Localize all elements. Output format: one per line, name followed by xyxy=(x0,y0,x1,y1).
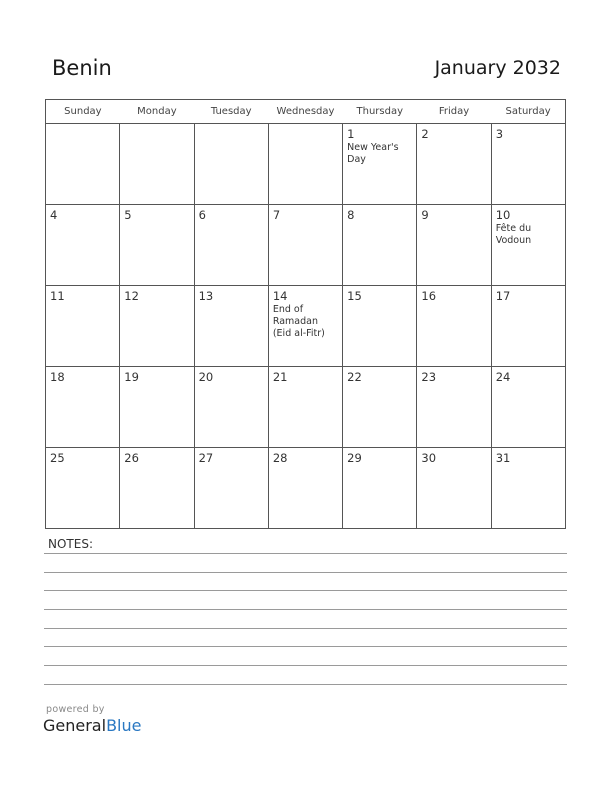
weekday-header: Monday xyxy=(120,100,194,124)
powered-by-text: powered by xyxy=(46,704,105,715)
day-cell xyxy=(46,286,120,367)
day-cell xyxy=(268,205,342,286)
day-number: 16 xyxy=(421,289,437,303)
holiday-label: End of Ramadan (Eid al-Fitr) xyxy=(272,304,325,339)
week-row xyxy=(46,367,566,448)
day-number: 2 xyxy=(421,127,429,141)
week-row xyxy=(46,286,566,367)
day-number: 23 xyxy=(421,370,437,384)
logo-blue: Blue xyxy=(106,716,142,735)
note-line xyxy=(44,572,567,573)
day-number: 11 xyxy=(50,289,65,303)
day-number: 15 xyxy=(347,289,362,303)
note-line xyxy=(44,684,567,685)
day-cell xyxy=(194,448,268,529)
day-cell xyxy=(46,124,120,205)
notes-label: NOTES: xyxy=(48,537,93,551)
day-cell xyxy=(491,286,565,367)
day-cell xyxy=(491,205,565,286)
day-cell xyxy=(343,367,417,448)
day-cell xyxy=(194,286,268,367)
day-number: 22 xyxy=(347,370,362,384)
weekday-header: Saturday xyxy=(491,100,565,124)
day-cell xyxy=(194,367,268,448)
weekday-header: Tuesday xyxy=(194,100,268,124)
week-row xyxy=(46,124,566,205)
day-number: 21 xyxy=(272,370,288,384)
weekday-header: Sunday xyxy=(46,100,120,124)
note-line xyxy=(44,665,567,666)
day-number: 7 xyxy=(272,208,281,222)
day-cell xyxy=(194,124,268,205)
generalblue-logo[interactable] xyxy=(43,716,141,735)
day-cell xyxy=(194,205,268,286)
day-cell xyxy=(491,448,565,529)
note-line xyxy=(44,646,567,647)
day-number: 26 xyxy=(124,451,139,465)
day-cell xyxy=(343,286,417,367)
day-number: 9 xyxy=(421,208,429,222)
day-number: 4 xyxy=(50,208,58,222)
day-number: 27 xyxy=(198,451,214,465)
day-cell xyxy=(417,367,491,448)
holiday-label: Fête du Vodoun xyxy=(495,223,532,246)
weekday-header: Friday xyxy=(417,100,491,124)
day-number: 14 xyxy=(272,289,288,303)
day-number: 1 xyxy=(347,127,355,141)
day-cell xyxy=(46,448,120,529)
day-number: 13 xyxy=(198,289,214,303)
note-line xyxy=(44,590,567,591)
day-number: 17 xyxy=(495,289,511,303)
day-number: 25 xyxy=(50,451,65,465)
day-number: 20 xyxy=(198,370,214,384)
day-cell xyxy=(343,124,417,205)
weekday-header-row xyxy=(46,100,566,124)
day-cell xyxy=(343,448,417,529)
day-cell xyxy=(46,367,120,448)
day-cell xyxy=(120,205,194,286)
day-cell xyxy=(268,448,342,529)
note-line xyxy=(44,553,567,554)
weekday-header: Thursday xyxy=(343,100,417,124)
day-number: 8 xyxy=(347,208,355,222)
day-number: 29 xyxy=(347,451,362,465)
day-cell xyxy=(46,205,120,286)
day-cell xyxy=(417,205,491,286)
week-row xyxy=(46,448,566,529)
day-number: 12 xyxy=(124,289,139,303)
day-cell xyxy=(268,367,342,448)
day-cell xyxy=(268,286,342,367)
day-cell xyxy=(491,124,565,205)
day-cell xyxy=(120,448,194,529)
month-year-title: January 2032 xyxy=(434,57,561,79)
note-line xyxy=(44,609,567,610)
day-cell xyxy=(343,205,417,286)
day-number: 5 xyxy=(124,208,132,222)
day-cell xyxy=(417,124,491,205)
country-title: Benin xyxy=(52,56,112,80)
weekday-header: Wednesday xyxy=(268,100,342,124)
day-number: 19 xyxy=(124,370,139,384)
holiday-label: New Year's Day xyxy=(347,142,399,165)
day-number: 18 xyxy=(50,370,65,384)
day-number: 30 xyxy=(421,451,437,465)
day-cell xyxy=(120,286,194,367)
day-cell xyxy=(120,367,194,448)
day-number: 3 xyxy=(495,127,504,141)
day-cell xyxy=(120,124,194,205)
day-number: 28 xyxy=(272,451,288,465)
day-number: 31 xyxy=(495,451,511,465)
day-cell xyxy=(417,286,491,367)
day-number: 24 xyxy=(495,370,511,384)
day-number: 10 xyxy=(495,208,511,222)
calendar-grid xyxy=(45,99,566,529)
day-cell xyxy=(491,367,565,448)
week-row xyxy=(46,205,566,286)
logo-general: General xyxy=(43,716,107,735)
note-line xyxy=(44,628,567,629)
day-cell xyxy=(268,124,342,205)
day-cell xyxy=(417,448,491,529)
day-number: 6 xyxy=(198,208,206,222)
